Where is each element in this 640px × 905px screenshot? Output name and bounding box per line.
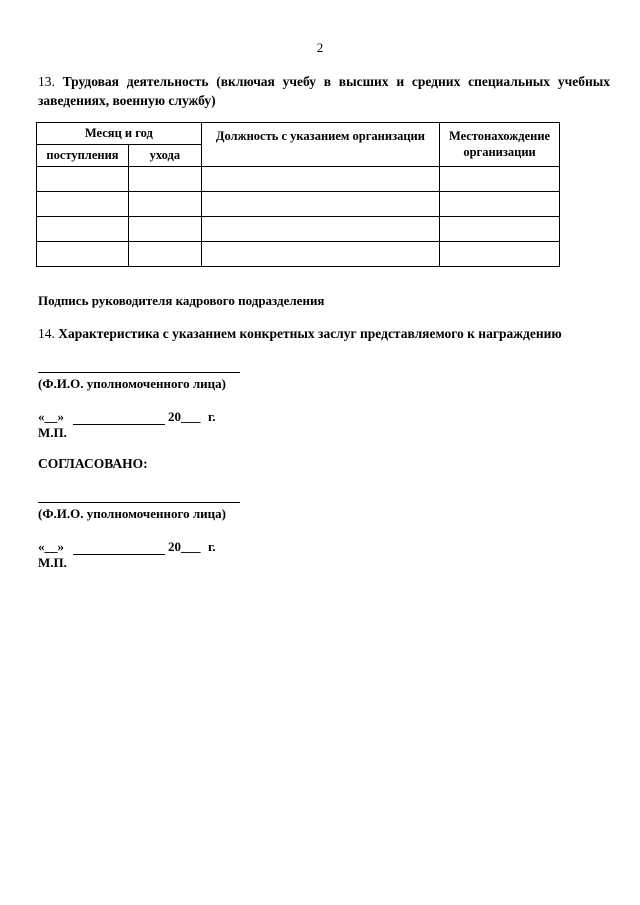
section-13-heading	[38, 72, 610, 110]
date-month-line-2	[73, 554, 165, 555]
date-year-suffix-2: г.	[208, 539, 216, 554]
approved-label: СОГЛАСОВАНО:	[38, 456, 148, 471]
table-header-row	[37, 123, 560, 145]
table-row	[37, 217, 560, 242]
table-row	[37, 167, 560, 192]
date-year-suffix: г.	[208, 409, 216, 424]
location-header: Местонахождение организации	[440, 123, 560, 167]
section-14-heading	[38, 326, 562, 342]
fio-label: (Ф.И.О. уполномоченного лица)	[38, 376, 226, 391]
employment-table	[36, 122, 560, 267]
section-13-number: 13.	[38, 74, 55, 89]
table-row	[37, 192, 560, 217]
table-cell	[37, 192, 129, 217]
table-cell	[37, 167, 129, 192]
stamp-place-label: М.П.	[38, 425, 67, 440]
section-13-text: Трудовая деятельность (включая учебу в высших и средних специальных учебных заведениях, военную службу)	[38, 74, 611, 108]
end-header: ухода	[128, 145, 201, 167]
section-14-text: Характеристика с указанием конкретных заслуг представляемого к награждению	[58, 326, 562, 341]
table-cell	[128, 217, 201, 242]
fio-label-2: (Ф.И.О. уполномоченного лица)	[38, 506, 226, 521]
stamp-place-label-2: М.П.	[38, 555, 67, 570]
fio-signature-line	[38, 372, 240, 373]
table-cell	[37, 242, 129, 267]
table-cell	[440, 217, 560, 242]
table-cell	[128, 167, 201, 192]
position-header: Должность с указанием организации	[201, 123, 439, 167]
date-year: 20___	[168, 409, 201, 424]
table-cell	[201, 192, 439, 217]
table-cell	[440, 167, 560, 192]
table-cell	[201, 217, 439, 242]
table-row	[37, 242, 560, 267]
date-day-quote: «__»	[38, 409, 64, 424]
table-cell	[201, 242, 439, 267]
fio-signature-line-2	[38, 502, 240, 503]
hr-signature-label: Подпись руководителя кадрового подразделения	[38, 293, 325, 308]
date-month-line	[73, 424, 165, 425]
table-cell	[440, 192, 560, 217]
table-cell	[37, 217, 129, 242]
table-cell	[128, 242, 201, 267]
month-year-header: Месяц и год	[37, 123, 202, 145]
date-year-2: 20___	[168, 539, 201, 554]
section-14-number: 14.	[38, 326, 55, 341]
start-header: поступления	[37, 145, 129, 167]
page-number: 2	[316, 40, 324, 55]
table-cell	[128, 192, 201, 217]
date-day-quote-2: «__»	[38, 539, 64, 554]
table-cell	[440, 242, 560, 267]
table-cell	[201, 167, 439, 192]
